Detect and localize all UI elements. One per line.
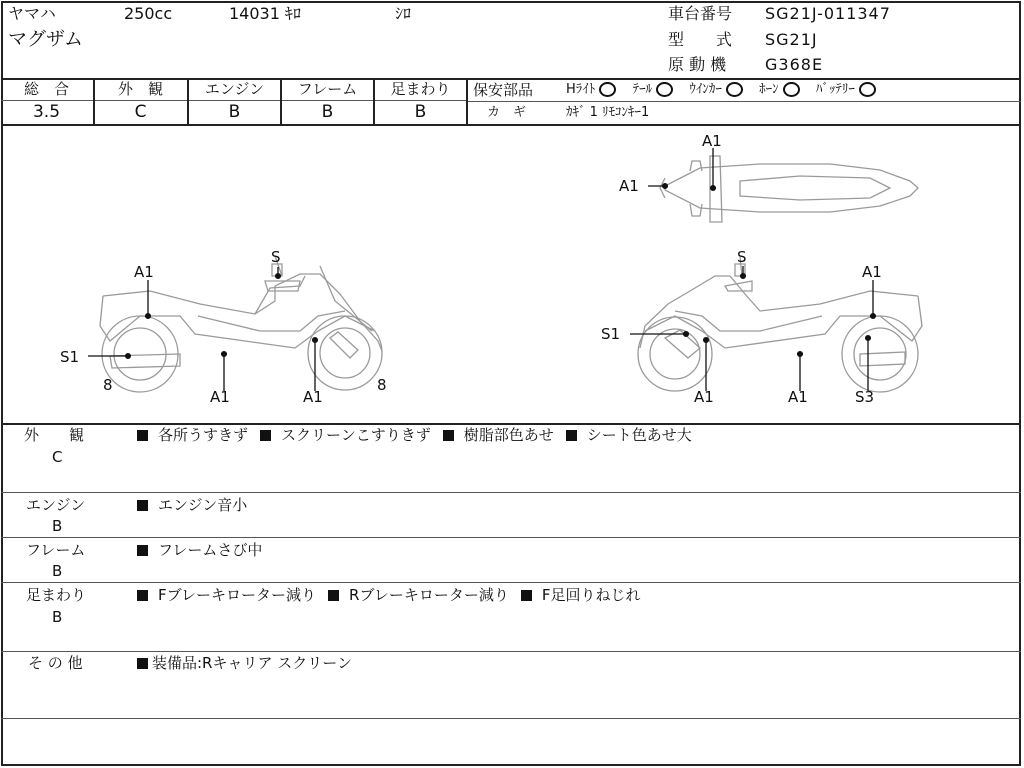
ok-circle-icon [859, 82, 876, 97]
rule-grade-mid [1, 100, 467, 101]
rule-diagram-bottom [1, 423, 1021, 425]
safety-item-tail: ﾃｰﾙ [633, 82, 674, 97]
diag-label-right-a1-floor: A1 [788, 388, 808, 406]
diag-label-top-a1-front: A1 [619, 177, 639, 195]
safety-item-winker: ｳｲﾝｶｰ [689, 82, 743, 97]
remark-items: Fブレーキローター減り Rブレーキローター減り F足回りねじれ [137, 588, 641, 603]
rule-remark-3 [1, 582, 1021, 583]
remark-grade: C [52, 448, 63, 466]
diag-label-left-8-front: 8 [103, 376, 113, 394]
diag-label-left-a1-body: A1 [134, 263, 154, 281]
safety-item-headlight: Hﾗｲﾄ [566, 82, 616, 97]
diag-label-right-s: S [737, 248, 747, 266]
ok-circle-icon [783, 82, 800, 97]
bullet-square-icon [137, 545, 148, 556]
bullet-square-icon [566, 430, 577, 441]
remark-label: そ の 他 [28, 654, 83, 672]
bullet-square-icon [328, 590, 339, 601]
bullet-square-icon [137, 658, 148, 669]
ok-circle-icon [726, 82, 743, 97]
maker: ヤマハ [8, 4, 56, 23]
grade-value-engine: B [228, 102, 241, 122]
grade-label-suspension: 足まわり [390, 80, 451, 98]
grade-value-exterior: C [134, 102, 147, 122]
remark-grade: B [52, 517, 63, 535]
grade-value-frame: B [321, 102, 334, 122]
bullet-square-icon [443, 430, 454, 441]
engine-value: G368E [765, 55, 824, 74]
grade-label-engine: エンジン [204, 80, 265, 98]
key-label: カ ギ [487, 105, 527, 120]
diag-label-right-a1-front: A1 [694, 388, 714, 406]
model-name: マグザム [8, 28, 84, 50]
diag-label-right-a1-body: A1 [862, 263, 882, 281]
remark-items: 各所うすきず スクリーンこすりきず 樹脂部色あせ シート色あせ大 [137, 428, 692, 443]
rule-remark-2 [1, 537, 1021, 538]
rule-remark-5 [1, 718, 1021, 719]
diag-label-left-s: S [271, 248, 281, 266]
remark-items: エンジン音小 [137, 498, 247, 513]
type-label: 型 式 [668, 30, 733, 49]
remark-grade: B [52, 608, 63, 626]
frame-no: SG21J-011347 [765, 4, 891, 23]
grade-label-overall: 総 合 [23, 80, 69, 98]
bullet-square-icon [137, 430, 148, 441]
displacement: 250cc [124, 4, 173, 23]
remark-grade: B [52, 562, 63, 580]
bullet-square-icon [521, 590, 532, 601]
safety-item-horn: ﾎｰﾝ [759, 82, 800, 97]
mileage: 14031 ｷﾛ [229, 4, 301, 23]
frame-no-label: 車台番号 [668, 4, 733, 23]
safety-item-battery: ﾊﾞｯﾃﾘｰ [816, 82, 876, 97]
engine-label: 原 動 機 [668, 55, 727, 74]
bullet-square-icon [137, 590, 148, 601]
rule-safety-mid [467, 101, 1021, 102]
diag-label-left-a1-rear: A1 [303, 388, 323, 406]
grade-value-overall: 3.5 [32, 102, 61, 122]
diag-label-top-a1-bar: A1 [702, 132, 722, 150]
remark-label: 足まわり [26, 586, 87, 604]
bullet-square-icon [137, 500, 148, 511]
safety-label: 保安部品 [473, 81, 534, 99]
ok-circle-icon [599, 82, 616, 97]
ok-circle-icon [656, 82, 673, 97]
scooter-top-view [660, 156, 918, 222]
remark-items: フレームさび中 [137, 543, 262, 558]
damage-diagram [0, 126, 1020, 422]
rule-remark-4 [1, 651, 1021, 652]
grade-value-suspension: B [414, 102, 427, 122]
key-value: ｶｷﾞ 1 ﾘﾓｺﾝｷｰ1 [566, 105, 650, 120]
rule-remark-1 [1, 492, 1021, 493]
remark-items: 装備品:Rキャリア スクリーン [137, 656, 352, 671]
type-value: SG21J [765, 30, 818, 49]
diag-label-right-s3: S3 [855, 388, 875, 406]
diag-label-left-s1: S1 [60, 348, 80, 366]
bullet-square-icon [260, 430, 271, 441]
diag-label-right-s1: S1 [601, 325, 621, 343]
diag-label-left-8-rear: 8 [377, 376, 387, 394]
color: ｼﾛ [395, 4, 412, 23]
grade-label-frame: フレーム [297, 80, 358, 98]
safety-items [566, 82, 888, 97]
grade-label-exterior: 外 観 [117, 80, 163, 98]
remark-label: 外 観 [24, 426, 85, 444]
remark-label: フレーム [26, 541, 86, 559]
remark-label: エンジン [26, 496, 86, 514]
diag-label-left-a1-floor: A1 [210, 388, 230, 406]
